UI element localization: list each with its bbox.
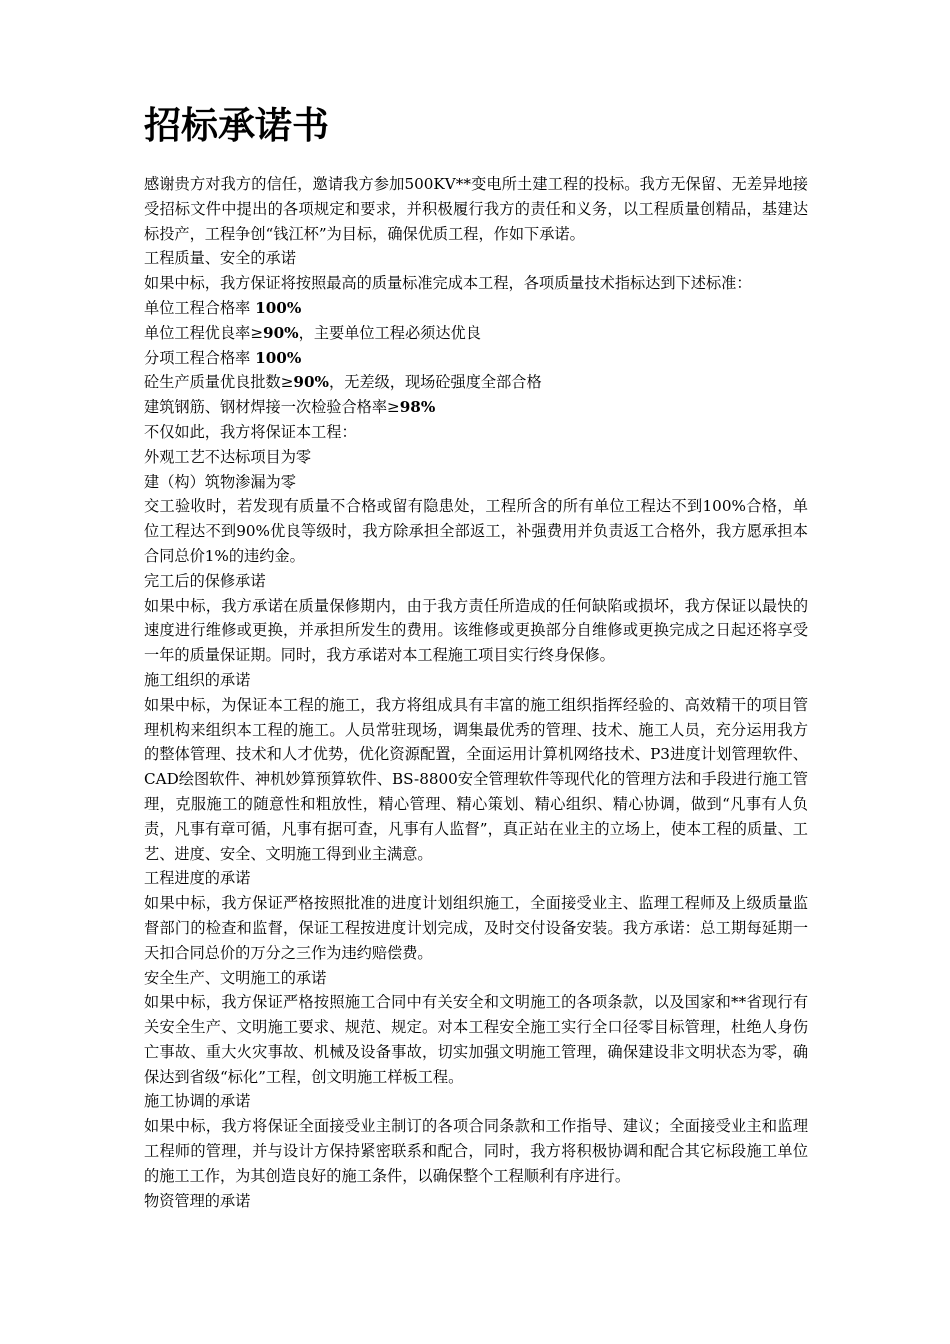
quality-metric-line: 单位工程合格率 100% [144, 298, 302, 317]
safety-civilization-paragraph: 如果中标，我方保证严格按照施工合同中有关安全和文明施工的各项条款，以及国家和**省现行有关安全生产、文明施工要求、规范、规定。对本工程安全施工实行全口径零目标管理，杜绝人身伤亡事故、重大火灾事故、机械及设备事故，切实加强文明施工管理，确保建设非文明状态为零，确保达到省级“标化”工程，创文明施工样板工程。 [144, 993, 808, 1086]
coordination-paragraph: 如果中标，我方将保证全面接受业主制订的各项合同条款和工作指导、建议；全面接受业主和监理工程师的管理，并与设计方保持紧密联系和配合，同时，我方将积极协调和配合其它标段施工单位的施工工作，为其创造良好的施工条件，以确保整个工程顺利有序进行。 [144, 1117, 808, 1185]
section-heading-materials: 物资管理的承诺 [144, 1191, 251, 1210]
section-heading-organization: 施工组织的承诺 [144, 670, 251, 689]
quality-metric-line: 分项工程合格率 100% [144, 348, 302, 367]
quality-metric-line: 建筑钢筋、钢材焊接一次检验合格率≥98% [144, 398, 436, 417]
section-heading-safety-civilization: 安全生产、文明施工的承诺 [144, 968, 327, 987]
document-body [144, 172, 808, 1213]
guarantee-line: 外观工艺不达标项目为零 [144, 447, 312, 466]
section-heading-warranty: 完工后的保修承诺 [144, 571, 266, 590]
quality-commitment-paragraph: 如果中标，我方保证将按照最高的质量标准完成本工程，各项质量技术指标达到下述标准： [144, 274, 752, 293]
organization-paragraph: 如果中标，为保证本工程的施工，我方将组成具有丰富的施工组织指挥经验的、高效精干的项目管理机构来组织本工程的施工。人员常驻现场，调集最优秀的管理、技术、施工人员，充分运用我方的整体管理、技术和人才优势，优化资源配置，全面运用计算机网络技术、P3进度计划管理软件、CAD绘图软件、神机妙算预算软件、BS-8800安全管理软件等现代化的管理方法和手段进行施工管理，克服施工的随意性和粗放性，精心管理、精心策划、精心组织、精心协调，做到“凡事有人负责，凡事有章可循，凡事有据可查，凡事有人监督”，真正站在业主的立场上，使本工程的质量、工艺、进度、安全、文明施工得到业主满意。 [144, 695, 808, 863]
section-heading-coordination: 施工协调的承诺 [144, 1092, 251, 1111]
section-heading-quality-safety: 工程质量、安全的承诺 [144, 249, 296, 268]
quality-metric-line: 砼生产质量优良批数≥90%，无差级，现场砼强度全部合格 [144, 373, 542, 392]
quality-metric-line: 单位工程优良率≥90%，主要单位工程必须达优良 [144, 323, 481, 342]
guarantee-intro-line: 不仅如此，我方将保证本工程： [144, 422, 357, 441]
document-title: 招标承诺书 [144, 103, 329, 147]
guarantee-line: 建（构）筑物渗漏为零 [144, 472, 296, 491]
intro-paragraph: 感谢贵方对我方的信任，邀请我方参加500KV**变电所土建工程的投标。我方无保留、无差异地接受招标文件中提出的各项规定和要求，并积极履行我方的责任和义务，以工程质量创精品，基建达标投产，工程争创“钱江杯”为目标，确保优质工程，作如下承诺。 [144, 175, 808, 243]
warranty-paragraph: 如果中标，我方承诺在质量保修期内，由于我方责任所造成的任何缺陷或损坏，我方保证以最快的速度进行维修或更换，并承担所发生的费用。该维修或更换部分自维修或更换完成之日起还将享受一年的质量保证期。同时，我方承诺对本工程施工项目实行终身保修。 [144, 596, 808, 665]
acceptance-penalty-paragraph: 交工验收时，若发现有质量不合格或留有隐患处，工程所含的所有单位工程达不到100%合格，单位工程达不到90%优良等级时，我方除承担全部返工，补强费用并负责返工合格外，我方愿承担本合同总价1%的违约金。 [144, 497, 808, 565]
schedule-paragraph: 如果中标，我方保证严格按照批准的进度计划组织施工，全面接受业主、监理工程师及上级质量监督部门的检查和监督，保证工程按进度计划完成，及时交付设备安装。我方承诺：总工期每延期一天扣合同总价的万分之三作为违约赔偿费。 [144, 894, 808, 962]
section-heading-schedule: 工程进度的承诺 [144, 869, 251, 888]
